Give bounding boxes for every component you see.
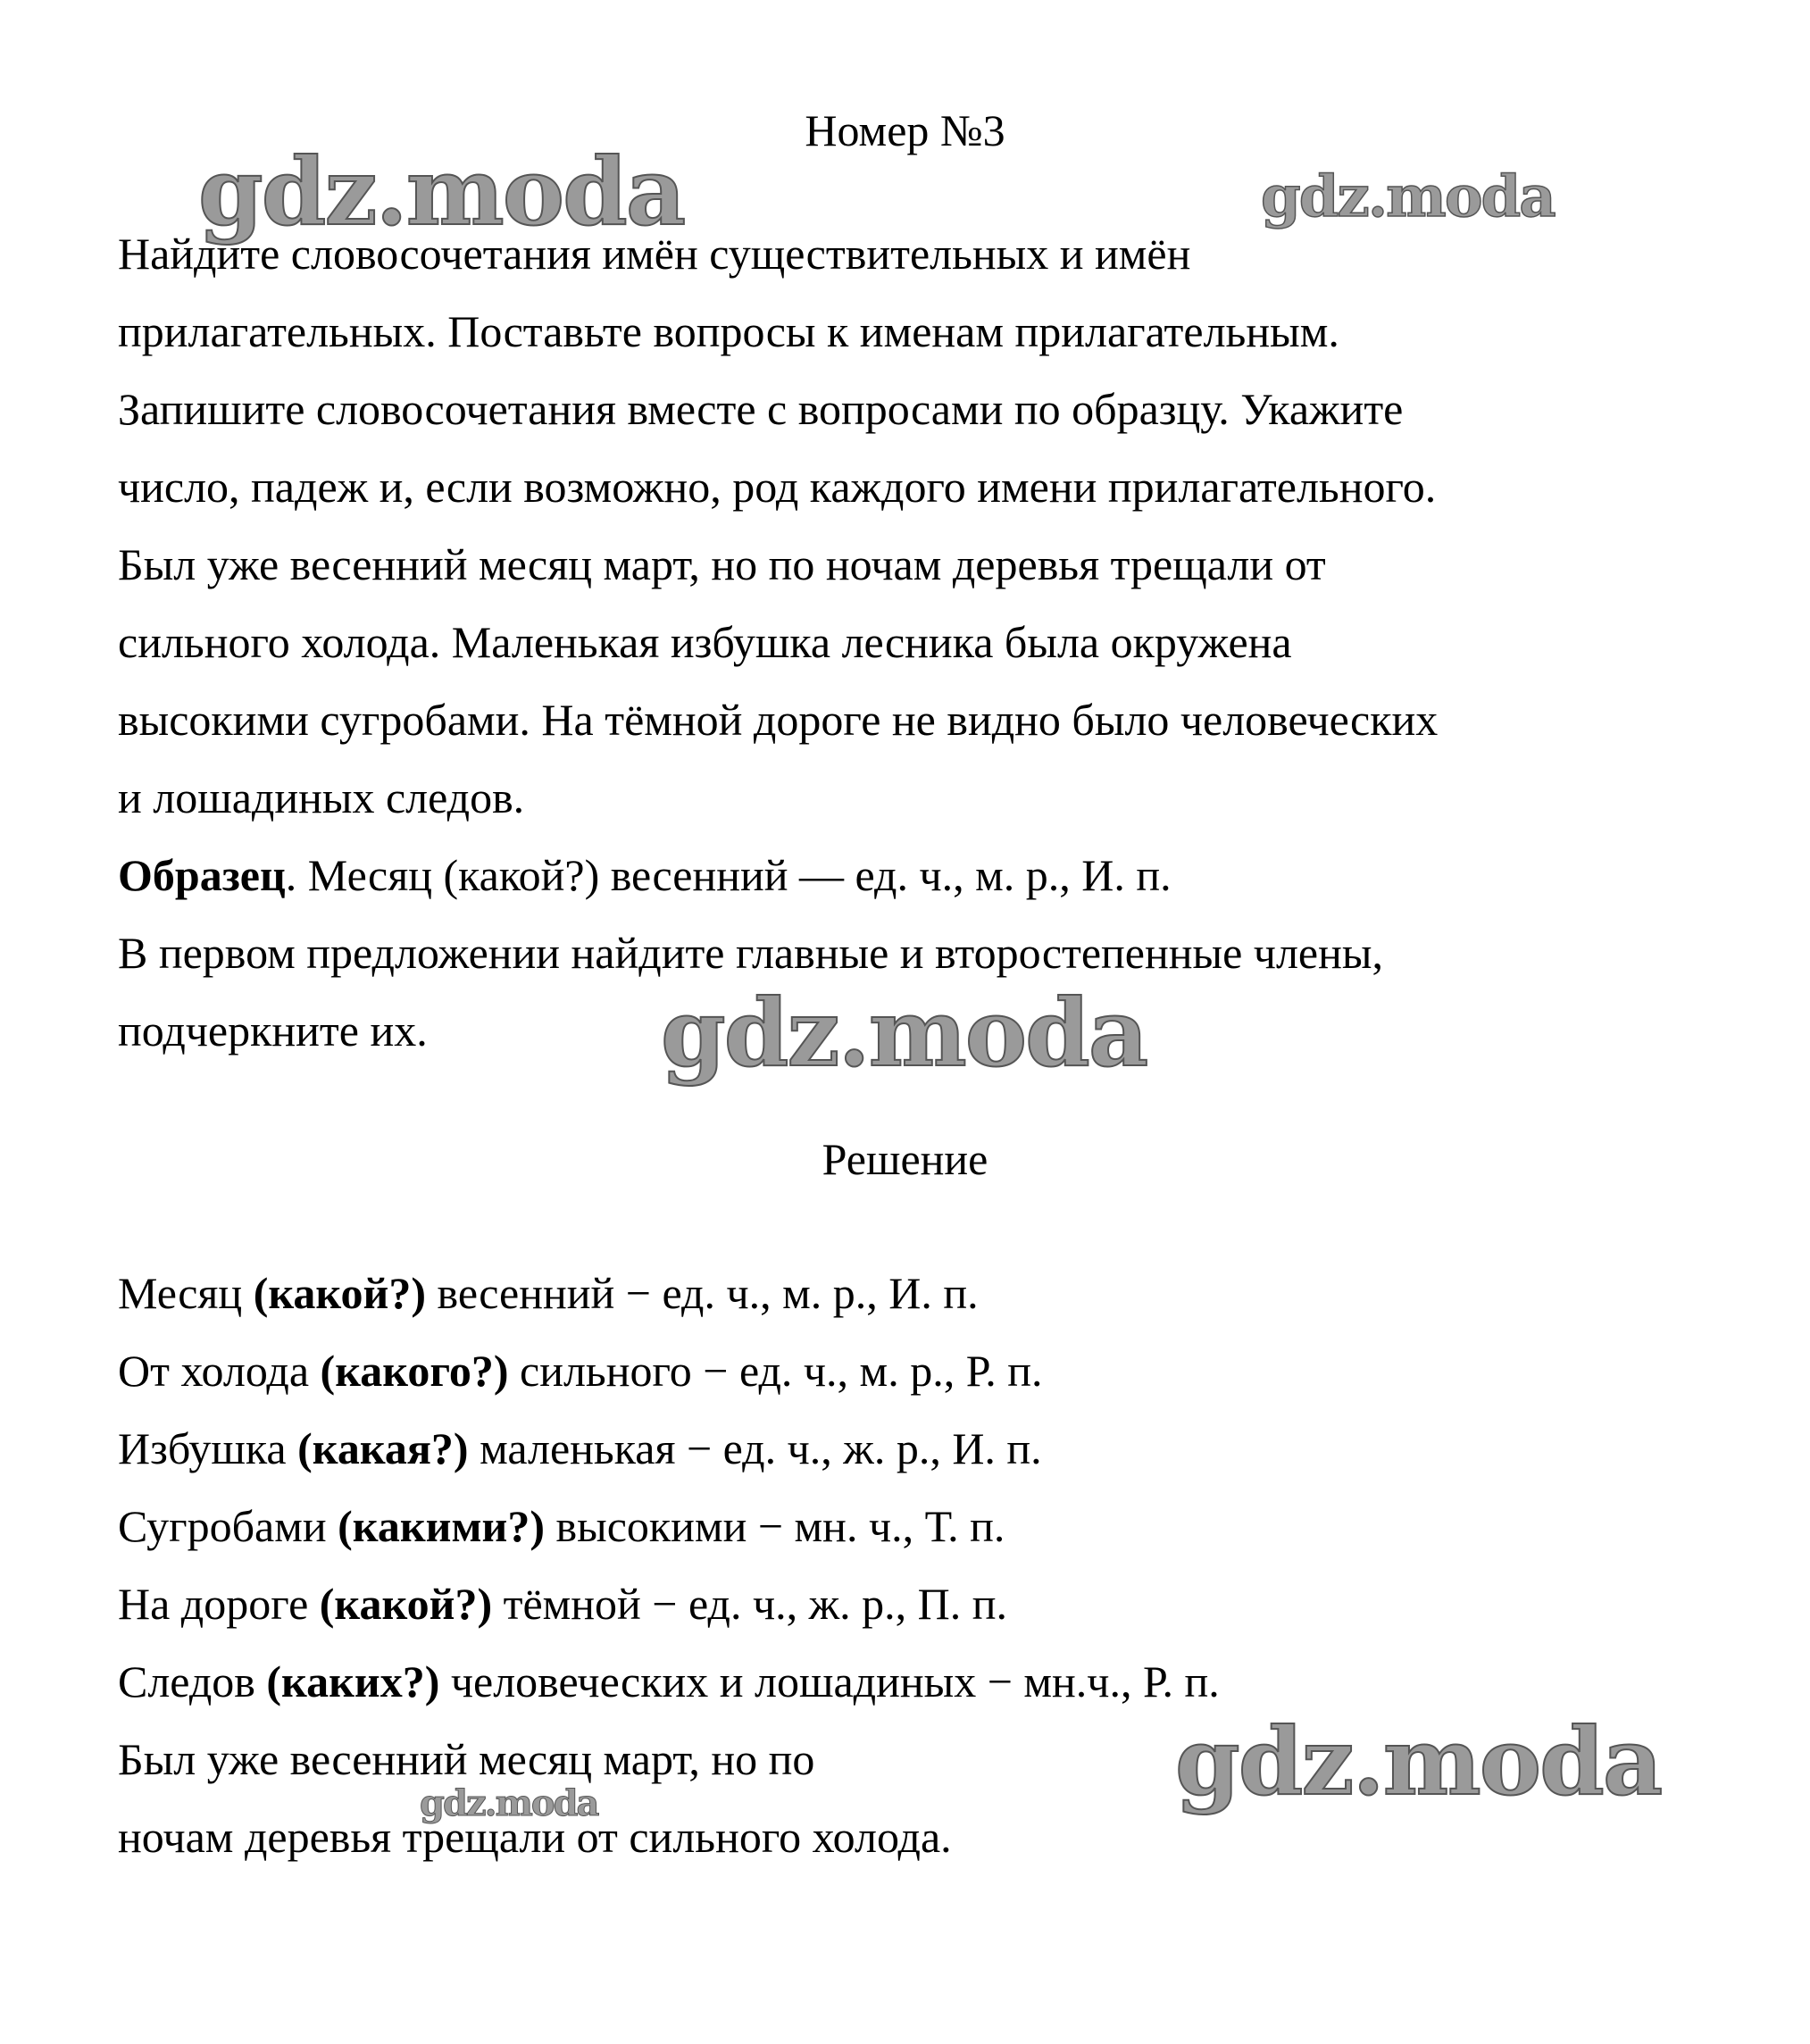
solution-row (118, 1577, 1007, 1631)
solution-heading: Решение (822, 1134, 988, 1184)
instruction-line: подчеркните их. (118, 1005, 428, 1055)
solution-question: (какими?) (338, 1501, 545, 1551)
task-line: Найдите словосочетания имён существительных и имён (118, 229, 1191, 279)
solution-noun: Избушка (118, 1423, 298, 1473)
task-line: Был уже весенний месяц март, но по ночам деревья трещали от (118, 539, 1326, 589)
watermark: gdz.moda (420, 1782, 598, 1824)
solution-row (118, 1422, 1042, 1475)
solution-question: (какого?) (320, 1346, 509, 1396)
task-line: число, падеж и, если возможно, род каждого имени прилагательного. (118, 462, 1437, 512)
watermark: gdz.moda (198, 137, 685, 246)
solution-row (118, 1266, 979, 1320)
sample-label: Образец (118, 850, 286, 900)
task-line: Запишите словосочетания вместе с вопросами по образцу. Укажите (118, 384, 1404, 434)
sample-line (118, 848, 1172, 902)
solution-noun: От холода (118, 1346, 321, 1396)
solution-noun: Месяц (118, 1268, 254, 1318)
solution-question: (какая?) (297, 1423, 469, 1473)
solution-rest: маленькая − ед. ч., ж. р., И. п. (468, 1423, 1042, 1473)
solution-question: (каких?) (266, 1656, 440, 1706)
solution-row (118, 1344, 1043, 1397)
solution-rest: человеческих и лошадиных − мн.ч., Р. п. (439, 1656, 1220, 1706)
solution-sentence-line: Был уже весенний месяц март, но по (118, 1734, 815, 1784)
instruction-line: В первом предложении найдите главные и второстепенные члены, (118, 928, 1383, 978)
watermark: gdz.moda (1261, 163, 1555, 230)
solution-question: (какой?) (253, 1268, 426, 1318)
watermark: gdz.moda (661, 978, 1147, 1088)
solution-row (118, 1655, 1220, 1708)
solution-row (118, 1499, 1005, 1553)
solution-rest: весенний − ед. ч., м. р., И. п. (426, 1268, 979, 1318)
task-line: и лошадиных следов. (118, 772, 525, 822)
task-line: сильного холода. Маленькая избушка лесника была окружена (118, 617, 1292, 667)
solution-rest: сильного − ед. ч., м. р., Р. п. (508, 1346, 1043, 1396)
solution-noun: На дороге (118, 1579, 320, 1629)
solution-rest: высокими − мн. ч., Т. п. (545, 1501, 1005, 1551)
solution-sentence-line: ночам деревья трещали от сильного холода. (118, 1812, 952, 1862)
solution-rest: тёмной − ед. ч., ж. р., П. п. (492, 1579, 1008, 1629)
sample-text: . Месяц (какой?) весенний — ед. ч., м. р., И. п. (285, 850, 1172, 900)
task-line: прилагательных. Поставьте вопросы к именам прилагательным. (118, 306, 1339, 356)
page-title: Номер №3 (805, 105, 1005, 155)
solution-noun: Следов (118, 1656, 267, 1706)
solution-noun: Сугробами (118, 1501, 338, 1551)
task-line: высокими сугробами. На тёмной дороге не видно было человеческих (118, 695, 1439, 745)
watermark: gdz.moda (1175, 1706, 1662, 1816)
solution-question: (какой?) (319, 1579, 493, 1629)
